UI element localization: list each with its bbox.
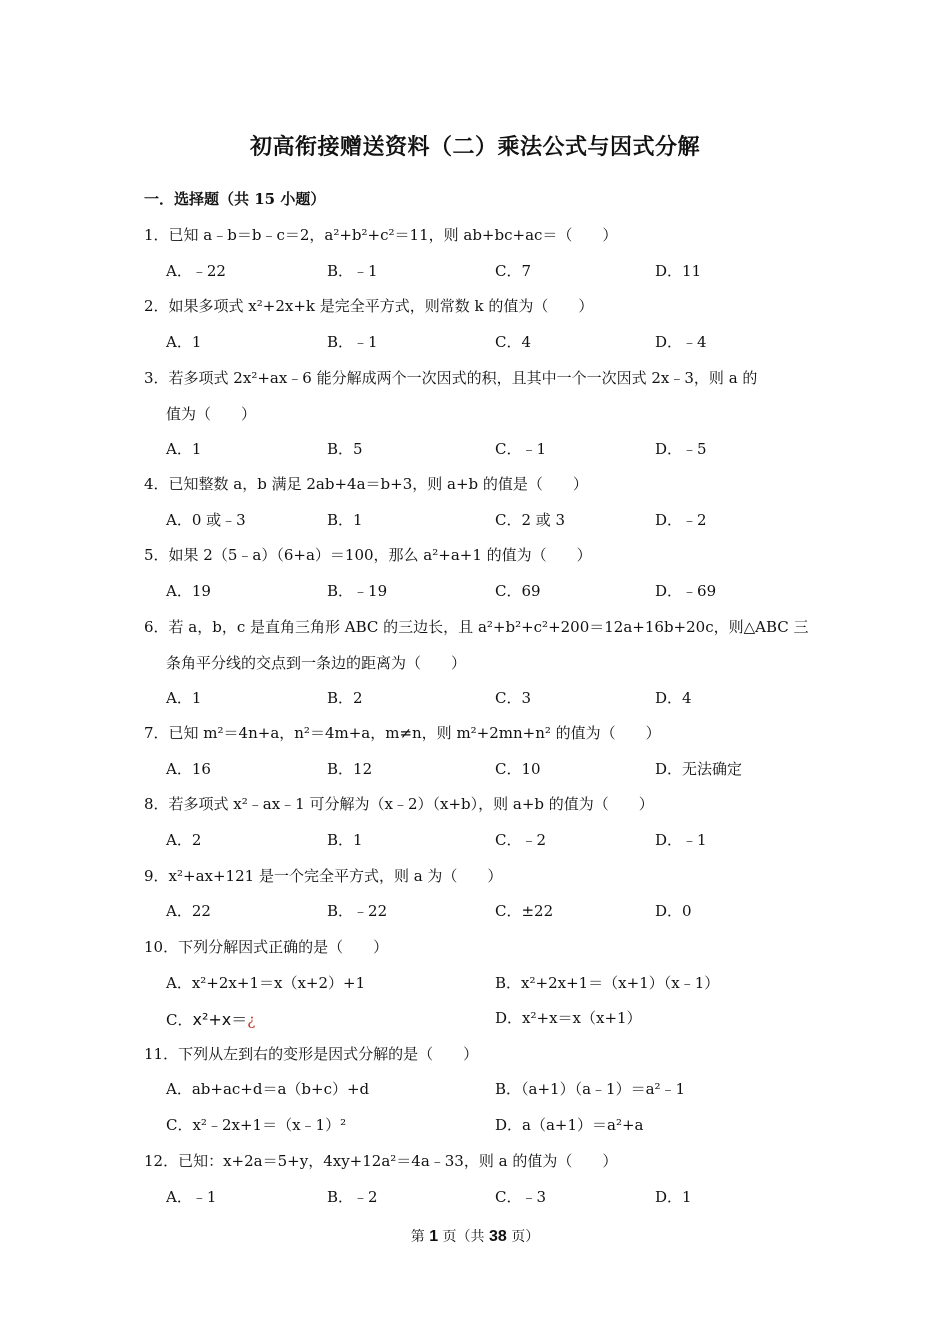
option-a: A．1 xyxy=(166,333,202,351)
option-b: B．（a+1）（a﹣1）＝a²﹣1 xyxy=(495,1080,686,1098)
option-b: B．﹣19 xyxy=(327,582,388,600)
option-c: C．±22 xyxy=(495,902,554,920)
option-a: A．﹣1 xyxy=(166,1188,217,1206)
question-9: 9．x²+ax+121 是一个完全平方式，则 a 为（ ） xyxy=(144,867,503,885)
option-b: B．1 xyxy=(327,511,363,529)
option-a: A．19 xyxy=(166,582,211,600)
question-8: 8．若多项式 x²﹣ax﹣1 可分解为（x﹣2）（x+b），则 a+b 的值为（ ） xyxy=(144,795,654,813)
question-7: 7．已知 m²＝4n+a，n²＝4m+a，m≠n，则 m²+2mn+n² 的值为（ ） xyxy=(144,724,661,742)
option-a: A．﹣22 xyxy=(166,262,226,280)
option-c xyxy=(166,1007,255,1030)
option-c-letter: C． xyxy=(166,1011,193,1029)
option-a: A．22 xyxy=(166,902,211,920)
option-c-expression: x²+x＝ xyxy=(192,1010,248,1029)
option-d: D．1 xyxy=(655,1188,692,1206)
option-a: A．1 xyxy=(166,689,202,707)
option-d: D．﹣69 xyxy=(655,582,717,600)
footer-prefix: 第 xyxy=(410,1229,430,1245)
option-b: B．﹣1 xyxy=(327,333,378,351)
option-d: D．0 xyxy=(655,902,692,920)
option-c: C．﹣2 xyxy=(495,831,547,849)
option-a: A．x²+2x+1＝x（x+2）+1 xyxy=(166,974,366,992)
option-c: C．2 或 3 xyxy=(495,511,566,529)
question-6: 6．若 a，b，c 是直角三角形 ABC 的三边长，且 a²+b²+c²+200＝12a+16b+20c，则△ABC 三 xyxy=(144,618,809,636)
page-number: 1 xyxy=(429,1228,439,1245)
option-b: B．﹣2 xyxy=(327,1188,378,1206)
option-a: A．0 或﹣3 xyxy=(166,511,246,529)
option-d: D．﹣2 xyxy=(655,511,707,529)
option-d: D．x²+x＝x（x+1） xyxy=(495,1009,642,1027)
option-b: B．12 xyxy=(327,760,373,778)
option-a: A．1 xyxy=(166,440,202,458)
option-b: B．x²+2x+1＝（x+1）（x﹣1） xyxy=(495,974,720,992)
question-11: 11．下列从左到右的变形是因式分解的是（ ） xyxy=(144,1045,479,1063)
option-c-glitch: ¿ xyxy=(247,1011,256,1029)
option-d: D．﹣1 xyxy=(655,831,707,849)
page-title: 初高衔接赠送资料（二）乘法公式与因式分解 xyxy=(249,134,700,160)
footer-suffix: 页） xyxy=(506,1229,540,1245)
section-title: 一．选择题（共 15 小题） xyxy=(144,190,326,208)
option-d: D．11 xyxy=(655,262,702,280)
page-footer xyxy=(0,1226,950,1246)
option-d: D．﹣4 xyxy=(655,333,707,351)
option-d: D．4 xyxy=(655,689,692,707)
option-c: C．4 xyxy=(495,333,532,351)
page-total: 38 xyxy=(489,1228,507,1245)
option-b: B．1 xyxy=(327,831,363,849)
question-2: 2．如果多项式 x²+2x+k 是完全平方式，则常数 k 的值为（ ） xyxy=(144,297,594,315)
option-a: A．2 xyxy=(166,831,202,849)
option-c: C．﹣1 xyxy=(495,440,547,458)
question-12: 12．已知：x+2a＝5+y，4xy+12a²＝4a﹣33，则 a 的值为（ ） xyxy=(144,1152,618,1170)
option-c: C．10 xyxy=(495,760,541,778)
question-10: 10．下列分解因式正确的是（ ） xyxy=(144,938,389,956)
option-b: B．5 xyxy=(327,440,363,458)
option-a: A．16 xyxy=(166,760,211,778)
question-3-continuation: 值为（ ） xyxy=(166,405,257,423)
question-1: 1．已知 a﹣b＝b﹣c＝2，a²+b²+c²＝11，则 ab+bc+ac＝（ ） xyxy=(144,226,618,244)
option-c: C．﹣3 xyxy=(495,1188,547,1206)
option-d: D．﹣5 xyxy=(655,440,707,458)
option-c: C．7 xyxy=(495,262,532,280)
option-c: C．x²﹣2x+1＝（x﹣1）² xyxy=(166,1116,347,1134)
option-c: C．3 xyxy=(495,689,532,707)
question-5: 5．如果 2（5﹣a）（6+a）＝100，那么 a²+a+1 的值为（ ） xyxy=(144,546,592,564)
option-b: B．﹣1 xyxy=(327,262,378,280)
option-b: B．2 xyxy=(327,689,363,707)
option-a: A．ab+ac+d＝a（b+c）+d xyxy=(166,1080,370,1098)
question-4: 4．已知整数 a，b 满足 2ab+4a＝b+3，则 a+b 的值是（ ） xyxy=(144,475,588,493)
option-c: C．69 xyxy=(495,582,541,600)
question-3: 3．若多项式 2x²+ax﹣6 能分解成两个一次因式的积，且其中一个一次因式 2x﹣3，则 a 的 xyxy=(144,369,758,387)
option-b: B．﹣22 xyxy=(327,902,388,920)
footer-middle: 页（共 xyxy=(438,1229,489,1245)
option-d: D．无法确定 xyxy=(655,760,743,778)
option-d: D．a（a+1）＝a²+a xyxy=(495,1116,644,1134)
question-6-continuation: 条角平分线的交点到一条边的距离为（ ） xyxy=(166,654,467,672)
